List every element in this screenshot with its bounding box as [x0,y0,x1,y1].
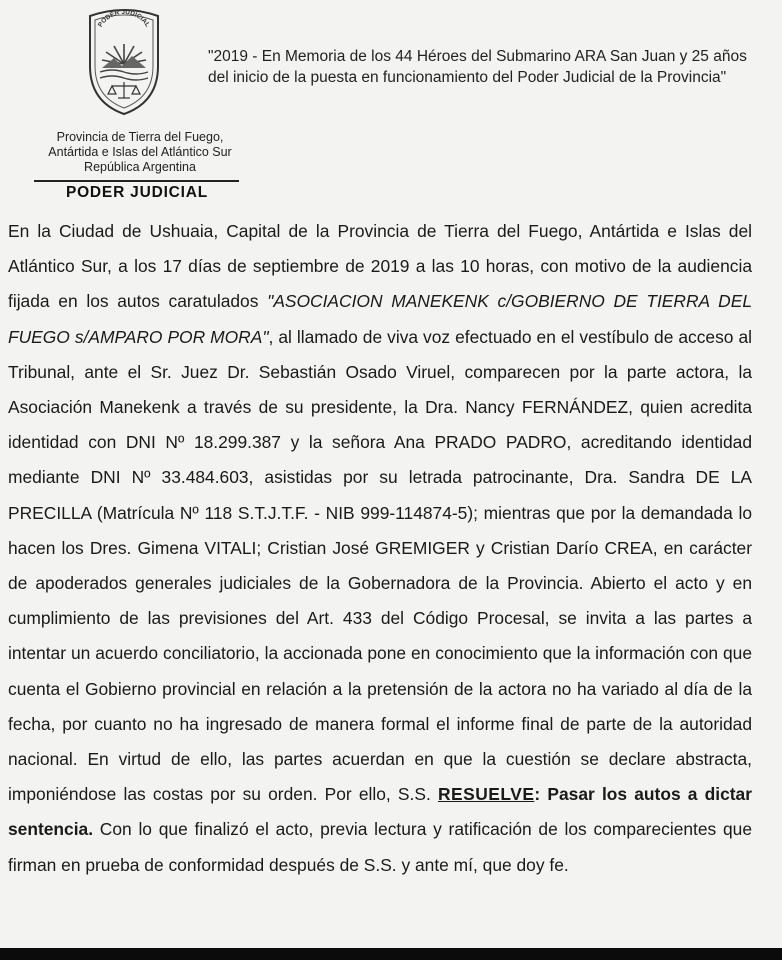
header-quote-line-1: "2019 - En Memoria de los 44 Héroes del Submarino ARA San Juan y 25 años [208,48,747,65]
institution-divider [34,180,239,182]
dispositive-text: Pasar los autos a dictar sentencia. [8,784,752,840]
seal-arc-text: PODER JUDICIAL [96,8,152,29]
institution-line-3: República Argentina [84,160,196,174]
scan-bottom-edge [0,948,782,960]
case-title: "ASOCIACION MANEKENK c/GOBIERNO DE TIERRA DEL FUEGO s/AMPARO POR MORA" [8,291,753,347]
provincial-seal-icon [86,6,162,116]
body-part-2: , al llamado de viva voz efectuado en el vestíbulo de acceso al Tribunal, ante el Sr. Juez Dr. Sebastián Osado Viruel, comparecen por la parte actora, la Asociación Manekenk a través de su presidente, la Dra. Nancy FERNÁNDEZ, quien acredita identidad con DNI Nº 18.299.387 y la señora Ana PRADO PADRO, acreditando identidad mediante DNI Nº 33.484.603, asistidas por su letrada patrocinante, Dra. Sandra DE LA PRECILLA (Matrícula Nº 118 S.T.J.T.F. - NIB 999-114874-5); mientras que por la demandada lo hacen los Dres. Gimena VITALI; Cristian José GREMIGER y Cristian Darío CREA, en carácter de apoderados generales judiciales de la Gobernadora de la Provincia. Abierto el acto y en cumplimiento de las previsiones del Art. 433 del Código Procesal, se invita a las partes a intentar un acuerdo conciliatorio, la accionada pone en conocimiento que la información con que cuenta el Gobierno provincial en relación a la pretensión de la actora no ha variado al día de la fecha, por cuanto no ha ingresado de manera formal el informe final de parte de la autoridad nacional. En virtud de ello, las partes acuerdan en que la cuestión se declare abstracta, imponiéndose las costas por su orden. Por ello, S.S. [8,326,753,805]
header-quote-line-2: del inicio de la puesta en funcionamiento del Poder Judicial de la Provincia" [208,69,727,86]
commemorative-header [208,46,768,88]
institution-line-2: Antártida e Islas del Atlántico Sur [48,145,232,159]
body-part-3: Con lo que finalizó el acto, previa lectura y ratificación de los comparecientes que firman en prueba de conformidad después de S.S. y ante mí, que doy fe. [8,819,752,875]
institution-name: PODER JUDICIAL [65,184,209,201]
institution-block [22,130,258,175]
resuelve-label: RESUELVE [437,784,535,805]
hearing-minutes-text [8,214,752,883]
institution-line-1: Provincia de Tierra del Fuego, [56,130,224,144]
body-part-1: En la Ciudad de Ushuaia, Capital de la Provincia de Tierra del Fuego, Antártida e Islas del Atlántico Sur, a los 17 días de septiembre de 2019 a las 10 horas, con motivo de la audiencia fijada en los autos caratulados [8,221,752,312]
resuelve-colon: : [534,784,548,805]
